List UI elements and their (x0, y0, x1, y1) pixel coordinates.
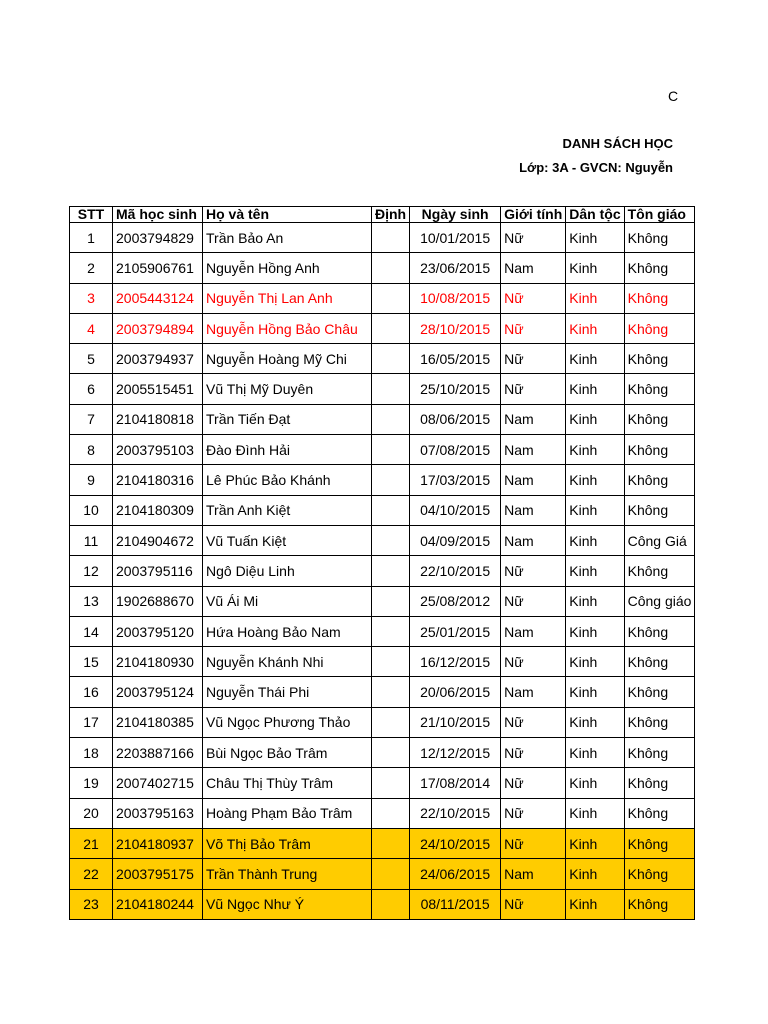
cell-ho-va-ten: Trần Thành Trung (203, 859, 372, 889)
cell-dinh (372, 828, 410, 858)
cell-stt: 15 (70, 647, 113, 677)
cell-ho-va-ten: Nguyễn Khánh Nhi (203, 647, 372, 677)
col-header-ho-va-ten: Họ và tên (203, 207, 372, 223)
cell-ton-giao: Không (624, 223, 695, 253)
cell-ho-va-ten: Hoàng Phạm Bảo Trâm (203, 798, 372, 828)
corner-text: C (668, 88, 679, 104)
student-table (69, 206, 695, 920)
cell-dinh (372, 707, 410, 737)
table-row (70, 435, 695, 465)
cell-dan-toc: Kinh (566, 707, 624, 737)
cell-gioi-tinh: Nữ (501, 344, 566, 374)
cell-dan-toc: Kinh (566, 859, 624, 889)
cell-dinh (372, 798, 410, 828)
cell-dinh (372, 435, 410, 465)
table-row (70, 465, 695, 495)
cell-ton-giao: Công giáo (624, 586, 695, 616)
cell-stt: 16 (70, 677, 113, 707)
cell-dan-toc: Kinh (566, 556, 624, 586)
cell-stt: 1 (70, 223, 113, 253)
cell-gioi-tinh: Nữ (501, 768, 566, 798)
cell-ngay-sinh: 08/11/2015 (410, 889, 501, 919)
cell-dinh (372, 889, 410, 919)
cell-ho-va-ten: Hứa Hoàng Bảo Nam (203, 616, 372, 646)
cell-ton-giao: Không (624, 647, 695, 677)
cell-ton-giao: Không (624, 859, 695, 889)
cell-dinh (372, 313, 410, 343)
cell-ngay-sinh: 22/10/2015 (410, 798, 501, 828)
cell-dan-toc: Kinh (566, 344, 624, 374)
cell-ma-hoc-sinh: 2005515451 (113, 374, 203, 404)
cell-gioi-tinh: Nữ (501, 828, 566, 858)
cell-ho-va-ten: Lê Phúc Bảo Khánh (203, 465, 372, 495)
cell-dan-toc: Kinh (566, 798, 624, 828)
table-row (70, 738, 695, 768)
cell-ton-giao: Không (624, 616, 695, 646)
table-header-row (70, 207, 695, 223)
table-row (70, 283, 695, 313)
cell-ton-giao: Không (624, 768, 695, 798)
table-row (70, 586, 695, 616)
cell-ma-hoc-sinh: 2003795116 (113, 556, 203, 586)
table-row (70, 798, 695, 828)
cell-ma-hoc-sinh: 2007402715 (113, 768, 203, 798)
cell-ho-va-ten: Trần Anh Kiệt (203, 495, 372, 525)
cell-ma-hoc-sinh: 2104180937 (113, 828, 203, 858)
cell-gioi-tinh: Nam (501, 253, 566, 283)
cell-stt: 11 (70, 525, 113, 555)
cell-stt: 20 (70, 798, 113, 828)
cell-stt: 19 (70, 768, 113, 798)
table-row (70, 556, 695, 586)
cell-ton-giao: Không (624, 556, 695, 586)
cell-ma-hoc-sinh: 2003794894 (113, 313, 203, 343)
cell-stt: 7 (70, 404, 113, 434)
cell-ma-hoc-sinh: 2003795103 (113, 435, 203, 465)
cell-ho-va-ten: Nguyễn Hoàng Mỹ Chi (203, 344, 372, 374)
table-row (70, 647, 695, 677)
cell-ngay-sinh: 28/10/2015 (410, 313, 501, 343)
col-header-stt: STT (70, 207, 113, 223)
cell-gioi-tinh: Nữ (501, 586, 566, 616)
cell-ma-hoc-sinh: 2003795175 (113, 859, 203, 889)
cell-ngay-sinh: 25/10/2015 (410, 374, 501, 404)
table-row (70, 525, 695, 555)
cell-ma-hoc-sinh: 2104180930 (113, 647, 203, 677)
cell-ngay-sinh: 24/06/2015 (410, 859, 501, 889)
cell-dan-toc: Kinh (566, 465, 624, 495)
cell-gioi-tinh: Nam (501, 465, 566, 495)
cell-dan-toc: Kinh (566, 435, 624, 465)
table-row (70, 616, 695, 646)
cell-ton-giao: Không (624, 707, 695, 737)
cell-gioi-tinh: Nam (501, 404, 566, 434)
cell-ma-hoc-sinh: 2105906761 (113, 253, 203, 283)
cell-dan-toc: Kinh (566, 525, 624, 555)
cell-stt: 18 (70, 738, 113, 768)
cell-ho-va-ten: Châu Thị Thùy Trâm (203, 768, 372, 798)
table-row (70, 404, 695, 434)
table-row (70, 707, 695, 737)
cell-stt: 8 (70, 435, 113, 465)
cell-dan-toc: Kinh (566, 404, 624, 434)
table-row (70, 768, 695, 798)
cell-ho-va-ten: Ngô Diệu Linh (203, 556, 372, 586)
cell-ma-hoc-sinh: 2104904672 (113, 525, 203, 555)
col-header-ma-hoc-sinh: Mã học sinh (113, 207, 203, 223)
cell-ton-giao: Không (624, 677, 695, 707)
cell-dinh (372, 465, 410, 495)
cell-stt: 22 (70, 859, 113, 889)
col-header-dinh: Định (372, 207, 410, 223)
cell-dan-toc: Kinh (566, 616, 624, 646)
table-row (70, 253, 695, 283)
cell-dan-toc: Kinh (566, 313, 624, 343)
cell-gioi-tinh: Nữ (501, 374, 566, 404)
cell-dan-toc: Kinh (566, 889, 624, 919)
cell-ngay-sinh: 16/05/2015 (410, 344, 501, 374)
cell-dinh (372, 253, 410, 283)
cell-ma-hoc-sinh: 2003794829 (113, 223, 203, 253)
table-row (70, 344, 695, 374)
cell-ngay-sinh: 23/06/2015 (410, 253, 501, 283)
cell-ton-giao: Không (624, 495, 695, 525)
cell-ma-hoc-sinh: 2005443124 (113, 283, 203, 313)
cell-ho-va-ten: Trần Bảo An (203, 223, 372, 253)
cell-stt: 12 (70, 556, 113, 586)
cell-stt: 5 (70, 344, 113, 374)
cell-dan-toc: Kinh (566, 253, 624, 283)
cell-ngay-sinh: 22/10/2015 (410, 556, 501, 586)
cell-dan-toc: Kinh (566, 768, 624, 798)
cell-ma-hoc-sinh: 1902688670 (113, 586, 203, 616)
table-row (70, 223, 695, 253)
cell-gioi-tinh: Nữ (501, 313, 566, 343)
cell-ngay-sinh: 07/08/2015 (410, 435, 501, 465)
cell-dinh (372, 495, 410, 525)
cell-ho-va-ten: Bùi Ngọc Bảo Trâm (203, 738, 372, 768)
cell-gioi-tinh: Nữ (501, 738, 566, 768)
table-row (70, 374, 695, 404)
table-row (70, 859, 695, 889)
cell-ho-va-ten: Võ Thị Bảo Trâm (203, 828, 372, 858)
cell-dinh (372, 223, 410, 253)
cell-dan-toc: Kinh (566, 283, 624, 313)
cell-ton-giao: Không (624, 253, 695, 283)
cell-ton-giao: Không (624, 344, 695, 374)
cell-ho-va-ten: Vũ Tuấn Kiệt (203, 525, 372, 555)
cell-ton-giao: Không (624, 828, 695, 858)
cell-dinh (372, 283, 410, 313)
cell-ma-hoc-sinh: 2003795124 (113, 677, 203, 707)
cell-gioi-tinh: Nữ (501, 283, 566, 313)
cell-stt: 13 (70, 586, 113, 616)
cell-ton-giao: Công Giá (624, 525, 695, 555)
cell-ngay-sinh: 04/09/2015 (410, 525, 501, 555)
cell-ton-giao: Không (624, 283, 695, 313)
cell-gioi-tinh: Nam (501, 495, 566, 525)
cell-gioi-tinh: Nam (501, 859, 566, 889)
cell-stt: 21 (70, 828, 113, 858)
cell-ton-giao: Không (624, 798, 695, 828)
cell-ho-va-ten: Trần Tiến Đạt (203, 404, 372, 434)
cell-ton-giao: Không (624, 738, 695, 768)
cell-dinh (372, 768, 410, 798)
cell-stt: 23 (70, 889, 113, 919)
cell-ngay-sinh: 25/01/2015 (410, 616, 501, 646)
col-header-ngay-sinh: Ngày sinh (410, 207, 501, 223)
col-header-gioi-tinh: Giới tính (501, 207, 566, 223)
cell-ngay-sinh: 21/10/2015 (410, 707, 501, 737)
cell-ton-giao: Không (624, 313, 695, 343)
cell-stt: 9 (70, 465, 113, 495)
cell-gioi-tinh: Nữ (501, 647, 566, 677)
cell-ma-hoc-sinh: 2104180316 (113, 465, 203, 495)
cell-ngay-sinh: 12/12/2015 (410, 738, 501, 768)
cell-ho-va-ten: Vũ Ngọc Phương Thảo (203, 707, 372, 737)
table-row (70, 677, 695, 707)
cell-dinh (372, 616, 410, 646)
cell-ngay-sinh: 17/03/2015 (410, 465, 501, 495)
cell-ho-va-ten: Nguyễn Thị Lan Anh (203, 283, 372, 313)
cell-dinh (372, 677, 410, 707)
cell-stt: 17 (70, 707, 113, 737)
cell-ma-hoc-sinh: 2104180818 (113, 404, 203, 434)
cell-dinh (372, 556, 410, 586)
cell-gioi-tinh: Nữ (501, 707, 566, 737)
cell-gioi-tinh: Nam (501, 525, 566, 555)
cell-gioi-tinh: Nam (501, 616, 566, 646)
cell-dan-toc: Kinh (566, 828, 624, 858)
cell-stt: 4 (70, 313, 113, 343)
table-row (70, 889, 695, 919)
cell-ho-va-ten: Vũ Thị Mỹ Duyên (203, 374, 372, 404)
cell-ho-va-ten: Nguyễn Thái Phi (203, 677, 372, 707)
cell-ngay-sinh: 08/06/2015 (410, 404, 501, 434)
cell-ngay-sinh: 10/08/2015 (410, 283, 501, 313)
cell-ma-hoc-sinh: 2203887166 (113, 738, 203, 768)
cell-dan-toc: Kinh (566, 495, 624, 525)
cell-dinh (372, 586, 410, 616)
cell-ho-va-ten: Đào Đình Hải (203, 435, 372, 465)
cell-ton-giao: Không (624, 465, 695, 495)
cell-stt: 10 (70, 495, 113, 525)
cell-gioi-tinh: Nam (501, 435, 566, 465)
table-row (70, 495, 695, 525)
cell-stt: 2 (70, 253, 113, 283)
cell-dinh (372, 344, 410, 374)
cell-ngay-sinh: 10/01/2015 (410, 223, 501, 253)
cell-ma-hoc-sinh: 2104180385 (113, 707, 203, 737)
cell-ho-va-ten: Vũ Ái Mi (203, 586, 372, 616)
cell-dinh (372, 859, 410, 889)
cell-ton-giao: Không (624, 404, 695, 434)
cell-stt: 14 (70, 616, 113, 646)
table-row (70, 313, 695, 343)
cell-ngay-sinh: 25/08/2012 (410, 586, 501, 616)
cell-ton-giao: Không (624, 889, 695, 919)
table-row (70, 828, 695, 858)
cell-dinh (372, 738, 410, 768)
cell-ngay-sinh: 24/10/2015 (410, 828, 501, 858)
cell-gioi-tinh: Nữ (501, 556, 566, 586)
cell-dinh (372, 404, 410, 434)
cell-gioi-tinh: Nam (501, 677, 566, 707)
cell-ma-hoc-sinh: 2003795120 (113, 616, 203, 646)
cell-dan-toc: Kinh (566, 738, 624, 768)
cell-ma-hoc-sinh: 2003795163 (113, 798, 203, 828)
cell-stt: 6 (70, 374, 113, 404)
cell-dinh (372, 374, 410, 404)
cell-ngay-sinh: 16/12/2015 (410, 647, 501, 677)
cell-gioi-tinh: Nữ (501, 889, 566, 919)
class-subtitle: Lớp: 3A - GVCN: Nguyễn (519, 160, 673, 175)
cell-ngay-sinh: 20/06/2015 (410, 677, 501, 707)
cell-dan-toc: Kinh (566, 647, 624, 677)
cell-ho-va-ten: Vũ Ngọc Như Ý (203, 889, 372, 919)
document-title: DANH SÁCH HỌC (562, 136, 673, 151)
col-header-dan-toc: Dân tộc (566, 207, 624, 223)
cell-dan-toc: Kinh (566, 223, 624, 253)
cell-stt: 3 (70, 283, 113, 313)
cell-ho-va-ten: Nguyễn Hồng Anh (203, 253, 372, 283)
cell-ngay-sinh: 04/10/2015 (410, 495, 501, 525)
cell-gioi-tinh: Nữ (501, 798, 566, 828)
cell-dinh (372, 647, 410, 677)
cell-dinh (372, 525, 410, 555)
cell-dan-toc: Kinh (566, 374, 624, 404)
cell-gioi-tinh: Nữ (501, 223, 566, 253)
cell-ma-hoc-sinh: 2003794937 (113, 344, 203, 374)
cell-ma-hoc-sinh: 2104180244 (113, 889, 203, 919)
cell-ton-giao: Không (624, 374, 695, 404)
col-header-ton-giao: Tôn giáo (624, 207, 695, 223)
cell-dan-toc: Kinh (566, 586, 624, 616)
cell-ton-giao: Không (624, 435, 695, 465)
cell-ngay-sinh: 17/08/2014 (410, 768, 501, 798)
cell-ho-va-ten: Nguyễn Hồng Bảo Châu (203, 313, 372, 343)
cell-dan-toc: Kinh (566, 677, 624, 707)
cell-ma-hoc-sinh: 2104180309 (113, 495, 203, 525)
